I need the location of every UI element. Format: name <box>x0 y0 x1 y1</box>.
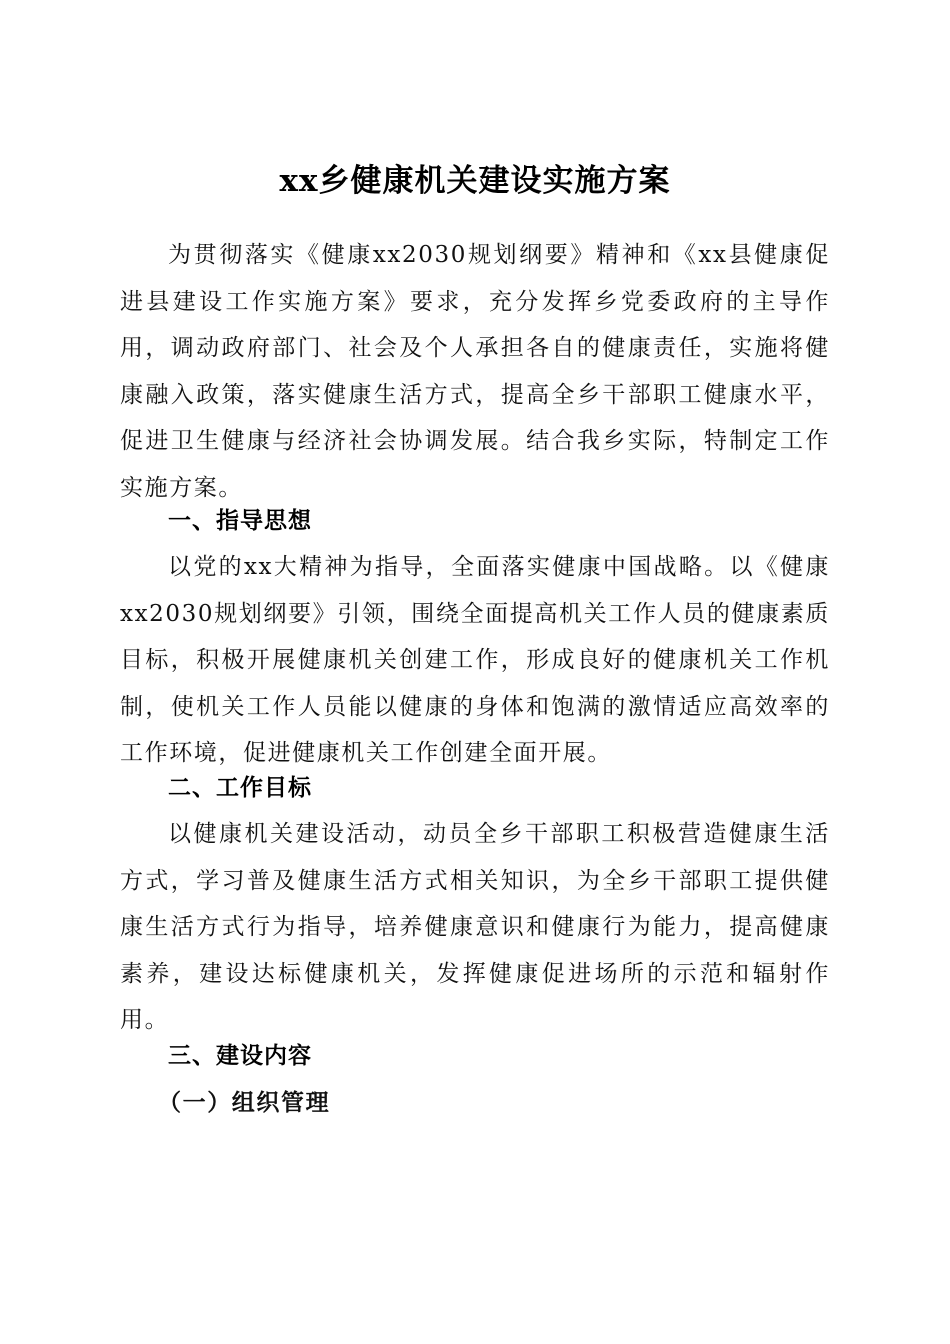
section-heading-construction-content: 三、建设内容 <box>168 1043 312 1069</box>
section-paragraph-work-goals: 以健康机关建设活动，动员全乡干部职工积极营造健康生活方式，学习普及健康生活方式相关知识，为全乡干部职工提供健康生活方式行为指导，培养健康意识和健康行为能力，提高健康素养，建设达标健康机关，发挥健康促进场所的示范和辐射作用。 <box>120 821 830 1033</box>
document-title: xx乡健康机关建设实施方案 <box>279 162 671 199</box>
section-heading-guiding-ideology: 一、指导思想 <box>168 508 312 534</box>
section-heading-work-goals: 二、工作目标 <box>168 775 312 801</box>
subsection-heading-organization-management: （一）组织管理 <box>158 1089 331 1116</box>
intro-paragraph: 为贯彻落实《健康xx2030规划纲要》精神和《xx县健康促进县建设工作实施方案》要求，充分发挥乡党委政府的主导作用，调动政府部门、社会及个人承担各自的健康责任，实施将健康融入政策，落实健康生活方式，提高全乡干部职工健康水平，促进卫生健康与经济社会协调发展。结合我乡实际，特制定工作实施方案。 <box>120 242 830 501</box>
section-paragraph-guiding-ideology: 以党的xx大精神为指导，全面落实健康中国战略。以《健康xx2030规划纲要》引领，围绕全面提高机关工作人员的健康素质目标，积极开展健康机关创建工作，形成良好的健康机关工作机制，使机关工作人员能以健康的身体和饱满的激情适应高效率的工作环境，促进健康机关工作创建全面开展。 <box>120 554 830 766</box>
